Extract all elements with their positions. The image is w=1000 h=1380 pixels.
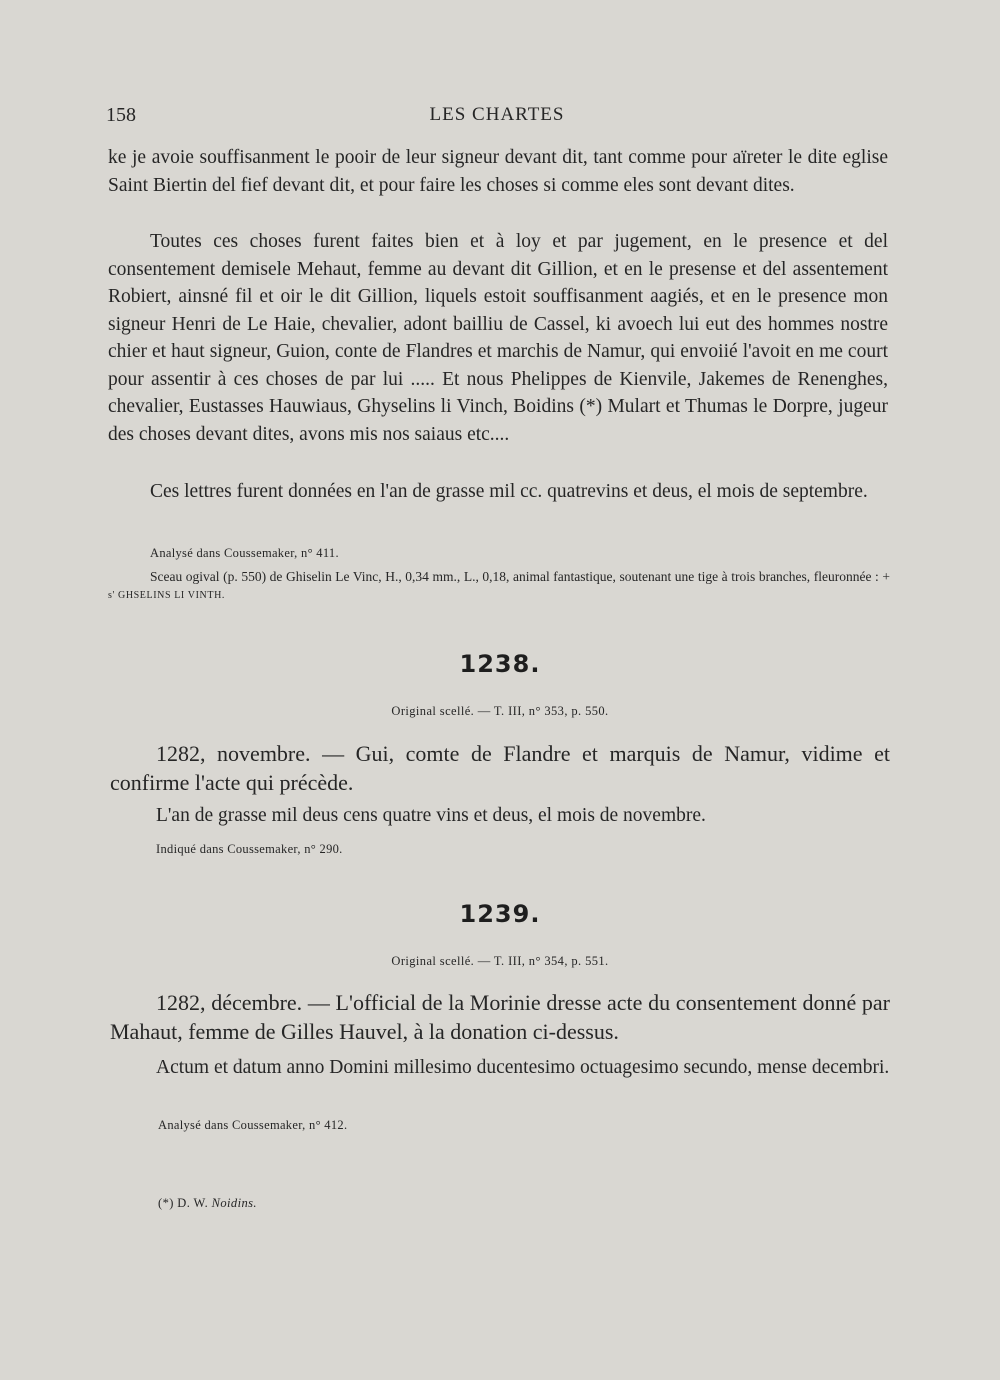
- page-number: 158: [106, 104, 136, 126]
- charter-heading-1238: 1282, novembre. — Gui, comte de Flandre et marquis de Namur, vidime et confirme l'acte qui précède.: [110, 741, 890, 795]
- original-reference-1239: Original scellé. — T. III, n° 354, p. 551.: [391, 954, 609, 968]
- continuation-paragraph-2: Toutes ces choses furent faites bien et à loy et par jugement, en le presence et del consentement demisele Mehaut, femme au devant dit Gillion, et en le presense et del assentement Robiert, ainsné fil et oir le dit Gillion, liquels estoit souffisanment aagiés, et en le presence mon signeur Henri de Le Haie, chevalier, adont bailliu de Cassel, ki avoech lui eut des hommes nostre chier et haut signeur, Guion, conte de Flandres et marchis de Namur, qui envoiié l'avoit en me court pour assentir à ces choses de par lui ..... Et nous Phelippes de Kienvile, Jakemes de Renenghes, chevalier, Eustasses Hauwiaus, Ghyselins li Vinch, Boidins (*) Mulart et Thumas le Dorpre, jugeur des choses devant dites, avons mis nos saiaus etc....: [108, 231, 888, 445]
- continuation-paragraph-1: ke je avoie souffisanment le pooir de leur signeur devant dit, tant comme pour aïreter le dite eglise Saint Biertin del fief devant dit, et pour faire les choses si comme eles sont devant dites.: [108, 147, 888, 196]
- analysis-note-411: Analysé dans Coussemaker, n° 411.: [150, 546, 339, 560]
- footnote: [158, 1196, 257, 1211]
- indication-note-290: Indiqué dans Coussemaker, n° 290.: [156, 842, 343, 856]
- charter-number-1239: 1239.: [459, 900, 541, 928]
- charter-heading-1239: 1282, décembre. — L'official de la Morinie dresse acte du consentement donné par Mahaut, femme de Gilles Hauvel, à la donation ci-dessus.: [110, 990, 890, 1044]
- original-reference-1238: Original scellé. — T. III, n° 353, p. 550.: [391, 704, 609, 718]
- cross-symbol: +: [882, 569, 890, 584]
- running-title: LES CHARTES: [429, 104, 565, 125]
- seal-legend: s' GHSELINS LI VINTH.: [108, 590, 225, 601]
- footnote-text: Noidins.: [211, 1196, 257, 1210]
- charter-quote-1239: Actum et datum anno Domini millesimo ducentesimo octuagesimo secundo, mense decembri.: [156, 1057, 890, 1078]
- seal-description-note: Sceau ogival (p. 550) de Ghiselin Le Vinc, H., 0,34 mm., L., 0,18, animal fantastique, soutenant une tige à trois branches, fleuronnée : + s' GHSELINS LI VINTH.: [108, 569, 890, 601]
- charter-number-1238: 1238.: [459, 650, 541, 678]
- footnote-marker: (*) D. W.: [158, 1196, 209, 1210]
- charter-quote-1238: L'an de grasse mil deus cens quatre vins et deus, el mois de novembre.: [156, 805, 706, 826]
- analysis-note-412: Analysé dans Coussemaker, n° 412.: [158, 1118, 348, 1132]
- continuation-paragraph-3: Ces lettres furent données en l'an de grasse mil cc. quatrevins et deus, el mois de septembre.: [150, 481, 868, 502]
- page-header: [106, 104, 888, 134]
